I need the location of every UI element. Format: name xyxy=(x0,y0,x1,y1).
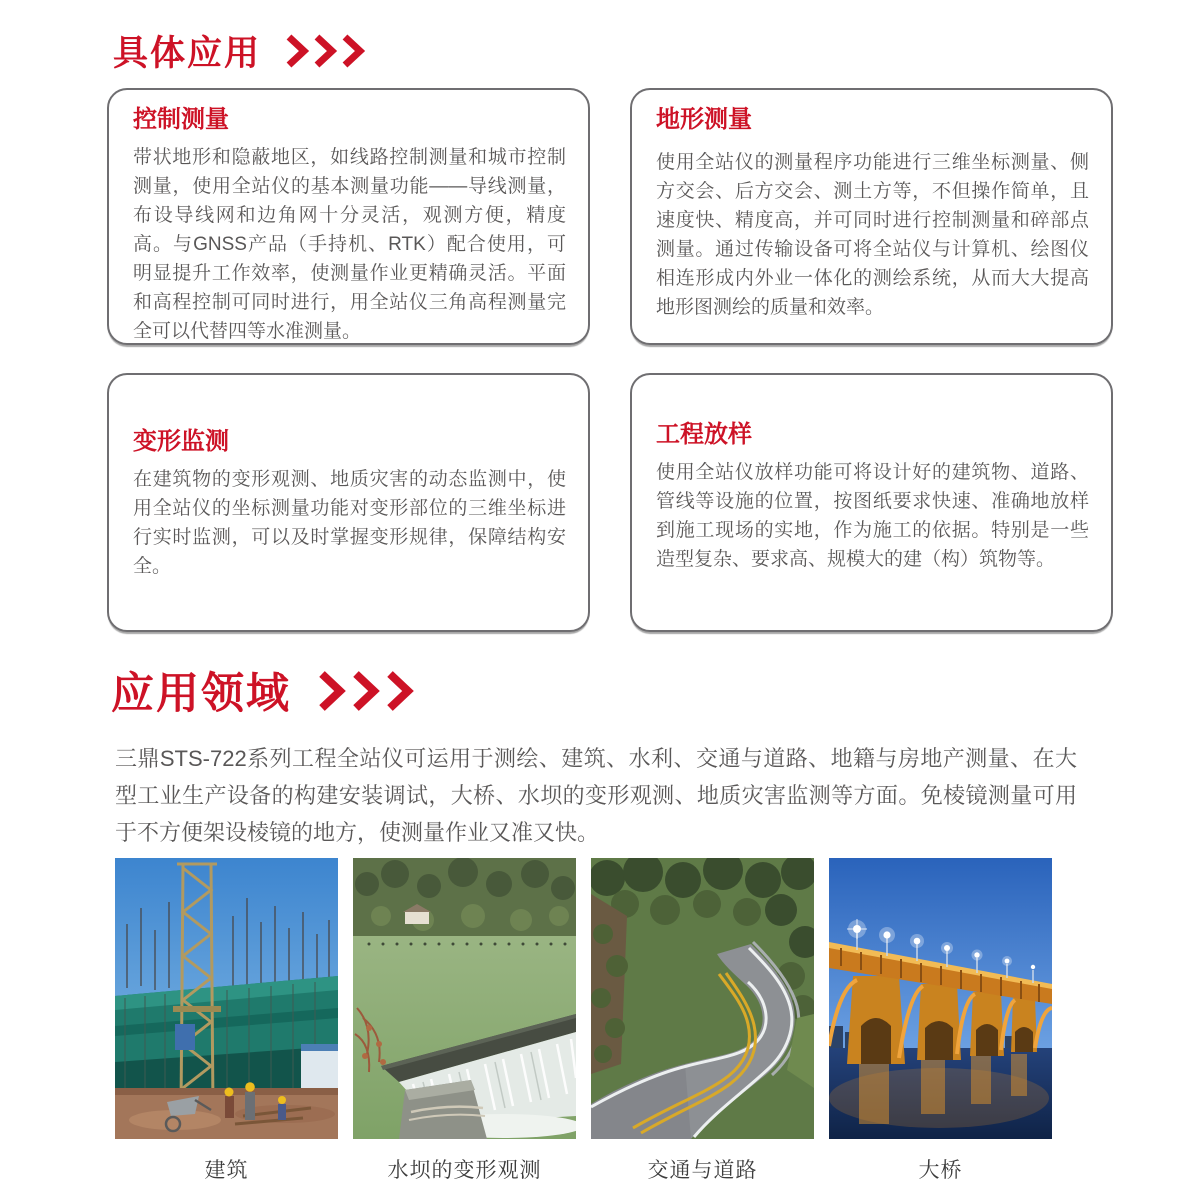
mountain-road-photo xyxy=(591,858,814,1139)
card-engineering-stakeout xyxy=(630,373,1113,632)
card-topographic-survey xyxy=(630,88,1113,345)
photo-caption: 水坝的变形观测 xyxy=(387,1159,542,1182)
photo-caption: 交通与道路 xyxy=(647,1159,758,1182)
chevron-right-icon xyxy=(317,670,421,712)
dam-weir-photo xyxy=(353,858,576,1139)
card-deformation-monitoring xyxy=(107,373,590,632)
photo-caption: 建筑 xyxy=(204,1159,249,1182)
section-title-applications xyxy=(113,26,371,76)
section-title-text: 具体应用 xyxy=(113,34,262,73)
section-title-fields xyxy=(111,660,421,721)
photo-caption: 大桥 xyxy=(918,1159,963,1182)
card-title: 地形测量 xyxy=(656,106,752,133)
card-body: 在建筑物的变形观测、地质灾害的动态监测中，使用全站仪的坐标测量功能对变形部位的三维坐标进行实时监测，可以及时掌握变形规律，保障结构安全。 xyxy=(133,469,566,577)
chevron-right-icon xyxy=(285,34,371,68)
card-title: 变形监测 xyxy=(133,428,229,455)
card-body: 使用全站仪放样功能可将设计好的建筑物、道路、管线等设施的位置，按图纸要求快速、准确地放样到施工现场的实地，作为施工的依据。特别是一些造型复杂、要求高、规模大的建（构）筑物等。 xyxy=(656,462,1089,570)
construction-site-photo xyxy=(115,858,338,1139)
section-title-text: 应用领域 xyxy=(111,670,291,718)
card-title: 工程放样 xyxy=(656,421,752,448)
fields-intro-paragraph: 三鼎STS-722系列工程全站仪可运用于测绘、建筑、水利、交通与道路、地籍与房地产测量、在大型工业生产设备的构建安装调试，大桥、水坝的变形观测、地质灾害监测等方面。免棱镜测量可用于不方便架设棱镜的地方，使测量作业又准又快。 xyxy=(115,746,1077,845)
photo-dam xyxy=(353,858,576,1184)
card-body: 使用全站仪的测量程序功能进行三维坐标测量、侧方交会、后方交会、测土方等，不但操作简单，且速度快、精度高，并可同时进行控制测量和碎部点测量。通过传输设备可将全站仪与计算机、绘图仪相连形成内外业一体化的测绘系统，从而大大提高地形图测绘的质量和效率。 xyxy=(656,152,1089,318)
card-body: 带状地形和隐蔽地区，如线路控制测量和城市控制测量，使用全站仪的基本测量功能——导线测量，布设导线网和边角网十分灵活，观测方便，精度高。与GNSS产品（手持机、RTK）配合使用，可明显提升工作效率，使测量作业更精确灵活。平面和高程控制可同时进行，用全站仪三角高程测量完全可以代替四等水准测量。 xyxy=(133,147,566,342)
photo-construction xyxy=(115,858,338,1184)
card-control-survey xyxy=(107,88,590,345)
photo-road xyxy=(591,858,814,1184)
photo-row xyxy=(115,858,1052,1184)
card-title: 控制测量 xyxy=(133,106,229,133)
photo-bridge xyxy=(829,858,1052,1184)
illuminated-bridge-photo xyxy=(829,858,1052,1139)
